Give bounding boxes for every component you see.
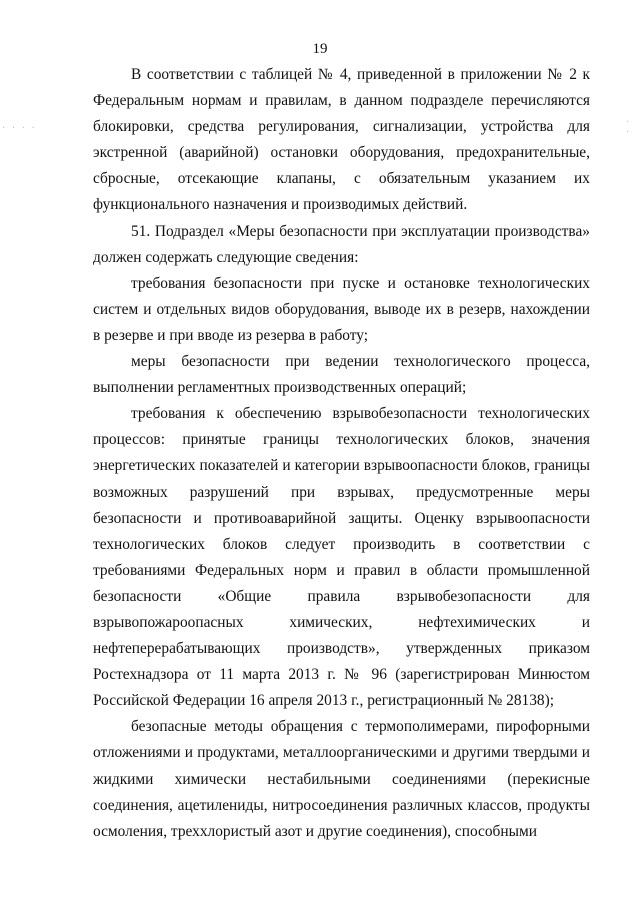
scan-artifact-left: · · · ·: [2, 123, 37, 134]
paragraph-process-safety-measures: меры безопасности при ведении технологического процесса, выполнении регламентных производственных операций;: [93, 353, 590, 397]
document-body: [93, 62, 590, 845]
scan-artifact-right: · ·: [626, 117, 632, 138]
paragraph-explosion-safety-requirements: требования к обеспечению взрывобезопасности технологических процессов: принятые границы технологических блоков, значения энергетических показателей и категории взрывоопасности блоков, границы возможных разрушений при взрывах, предусмотренные меры безопасности и противоаварийной защиты. Оценку взрывоопасности технологических блоков следует производить в соответствии с требованиями Федеральных норм и правил в области промышленной безопасности «Общие правила взрывобезопасности для взрывопожароопасных химических, нефтехимических и нефтеперерабатывающих производств», утвержденных приказом Ростехнадзора от 11 марта 2013 г. № 96 (зарегистрирован Минюстом Российской Федерации 16 апреля 2013 г., регистрационный № 28138);: [93, 405, 590, 710]
paragraph-table-reference: В соответствии с таблицей № 4, приведенной в приложении № 2 к Федеральным нормам и правилам, в данном подразделе перечисляются блокировки, средства регулирования, сигнализации, устройства для экстренной (аварийной) остановки оборудования, предохранительные, сбросные, отсекающие клапаны, с обязательным указанием их функционального назначения и производимых действий.: [93, 66, 590, 214]
paragraph-section-51: 51. Подраздел «Меры безопасности при эксплуатации производства» должен содержать следующие сведения:: [93, 222, 590, 266]
page-number: 19: [312, 41, 328, 57]
paragraph-startup-shutdown-requirements: требования безопасности при пуске и остановке технологических систем и отдельных видов оборудования, выводе их в резерв, нахождении в резерве и при вводе из резерва в работу;: [93, 274, 590, 344]
paragraph-safe-handling-methods: безопасные методы обращения с термополимерами, пирофорными отложениями и продуктами, металлоорганическими и другими твердыми и жидкими химически нестабильными соединениями (перекисные соединения, ацетилениды, нитросоединения различных классов, продукты осмоления, треххлористый азот и другие соединения), способными: [93, 718, 590, 840]
